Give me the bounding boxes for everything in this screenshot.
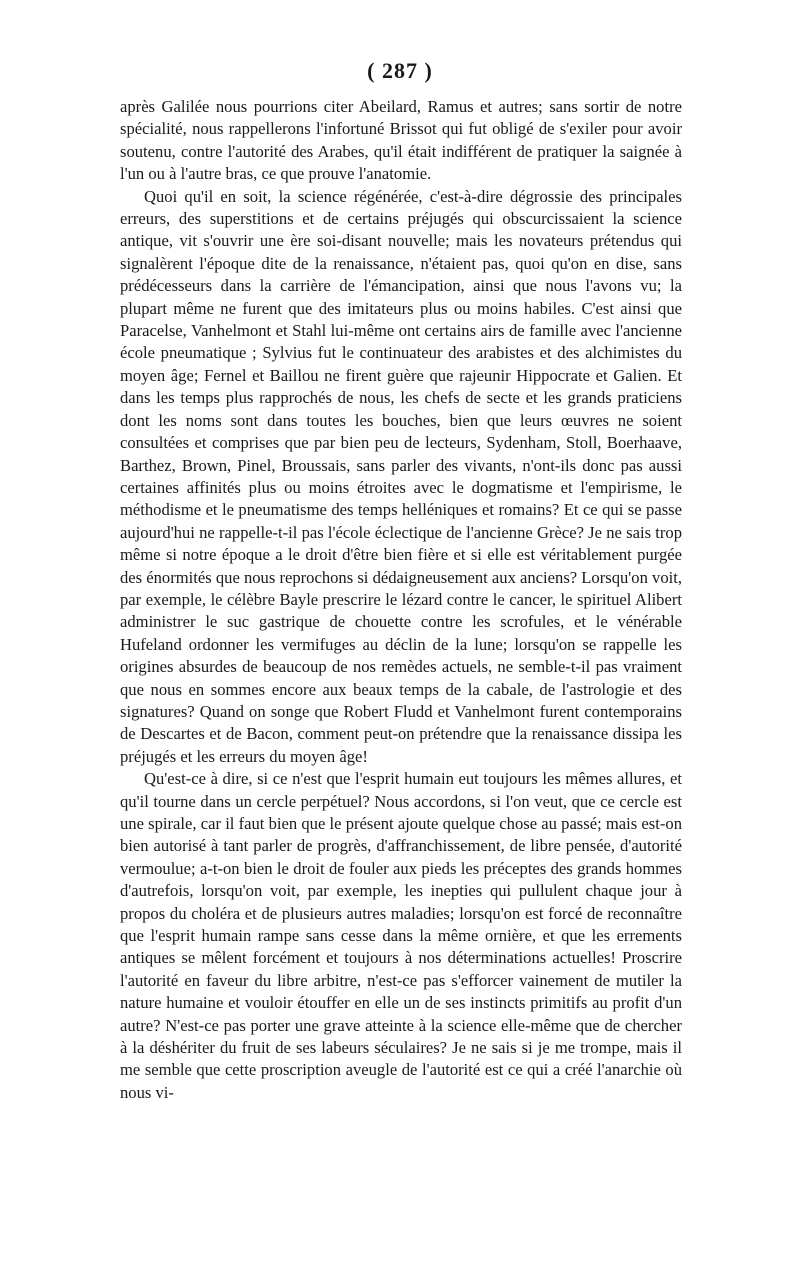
page-number: ( 287 ) [367, 58, 433, 83]
paragraph-2: Quoi qu'il en soit, la science régénérée, c'est-à-dire dégrossie des principales erreurs, des superstitions et de certains préjugés qui obscurcissaient la science antique, vit s'ouvrir une ère soi-disant nouvelle; mais les novateurs prétendus qui signalèrent l'époque dite de la renaissance, n'étaient pas, quoi qu'on en dise, sans prédécesseurs dans la carrière de l'émancipation, ainsi que nous l'avons vu; la plupart même ne furent que des imitateurs plus ou moins habiles. C'est ainsi que Paracelse, Vanhelmont et Stahl lui-même ont certains airs de famille avec l'ancienne école pneumatique ; Sylvius fut le continuateur des arabistes et des alchimistes du moyen âge; Fernel et Baillou ne firent guère que rajeunir Hippocrate et Galien. Et dans les temps plus rapprochés de nous, les chefs de secte et les grands praticiens dont les noms sont dans toutes les bouches, bien que leurs œuvres ne soient consultées et comprises que par bien peu de lecteurs, Sydenham, Stoll, Boerhaave, Barthez, Brown, Pinel, Broussais, sans parler des vivants, n'ont-ils donc pas aussi certaines affinités plus ou moins étroites avec le dogmatisme et l'empirisme, le méthodisme et le pneumatisme des temps helléniques et romains? Et ce qui se passe aujourd'hui ne rappelle-t-il pas l'école éclectique de l'ancienne Grèce? Je ne sais trop même si notre époque a le droit d'être bien fière et si elle est véritablement purgée des énormités que nous reprochons si dédaigneusement aux anciens? Lorsqu'on voit, par exemple, le célèbre Bayle prescrire le lézard contre le cancer, le spirituel Alibert administrer le suc gastrique de chouette contre les scrofules, et le vénérable Hufeland ordonner les vermifuges au déclin de la lune; lorsqu'on se rappelle les origines absurdes de beaucoup de nos remèdes actuels, ne semble-t-il pas vraiment que nous en sommes encore aux beaux temps de la cabale, de l'astrologie et des signatures? Quand on songe que Robert Fludd et Vanhelmont furent contemporains de Descartes et de Bacon, comment peut-on prétendre que la renaissance dissipa les préjugés et les erreurs du moyen âge! [120, 186, 682, 766]
body-text [120, 96, 682, 1104]
paragraph-3: Qu'est-ce à dire, si ce n'est que l'esprit humain eut toujours les mêmes allures, et qu'il tourne dans un cercle perpétuel? Nous accordons, si l'on veut, que ce cercle est une spirale, car il faut bien que le présent ajoute quelque chose au passé; mais est-on bien autorisé à tant parler de progrès, d'affranchissement, de libre pensée, d'autorité vermoulue; a-t-on bien le droit de fouler aux pieds les préceptes des grands hommes d'autrefois, lorsqu'on voit, par exemple, les inepties qui pullulent chaque jour à propos du choléra et de plusieurs autres maladies; lorsqu'on est forcé de reconnaître que l'esprit humain rampe sans cesse dans la même ornière, et que les errements antiques se mêlent forcément et toujours à nos déterminations actuelles! Proscrire l'autorité en faveur du libre arbitre, n'est-ce pas s'efforcer vainement de mutiler la nature humaine et vouloir étouffer en elle un de ses instincts primitifs au profit d'un autre? N'est-ce pas porter une grave atteinte à la science elle-même que de chercher à la déshériter du fruit de ses labeurs séculaires? Je ne sais si je me trompe, mais il me semble que cette proscription aveugle de l'autorité est ce qui a créé l'anarchie où nous vi- [120, 769, 682, 1102]
paragraph-1: après Galilée nous pourrions citer Abeilard, Ramus et autres; sans sortir de notre spécialité, nous rappellerons l'infortuné Brissot qui fut obligé de s'exiler pour avoir soutenu, contre l'autorité des Arabes, qu'il était indifférent de pratiquer la saignée à l'un ou à l'autre bras, ce que prouve l'anatomie. [120, 97, 682, 184]
